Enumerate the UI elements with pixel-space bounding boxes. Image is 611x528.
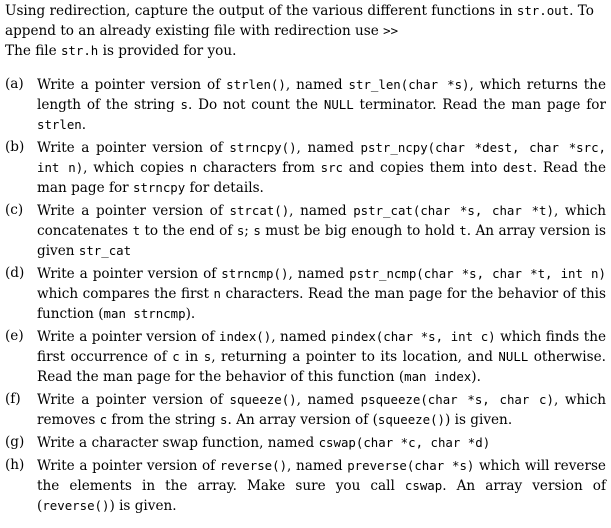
exercise-text-run: Write a pointer version of: [37, 458, 220, 474]
inline-code: reverse(): [219, 458, 288, 473]
inline-code: man strncmp: [103, 306, 186, 321]
inline-code: strncpy: [132, 180, 186, 195]
inline-code: strncpy(): [229, 140, 297, 155]
intro-text: Using redirection, capture the output of the various different functions in: [5, 3, 517, 19]
inline-code: s: [180, 97, 188, 112]
exercise-text: [37, 264, 608, 324]
inline-code: cswap: [404, 478, 443, 493]
exercise-text-run: characters from: [197, 160, 321, 176]
exercise-text: [37, 138, 608, 198]
intro-code-append-operator: >>: [383, 23, 399, 38]
intro-text: The file: [5, 43, 61, 59]
exercise-item: [5, 456, 608, 516]
exercise-text-run: Write a pointer version of: [37, 266, 222, 282]
exercise-text-run: , named: [271, 329, 332, 345]
exercise-label: (h): [5, 457, 25, 473]
exercise-text-run: , which removes: [37, 392, 607, 428]
exercise-label: (c): [5, 202, 24, 218]
exercise-text-run: must be big enough to hold: [260, 223, 460, 239]
exercise-text-run: ) is given.: [445, 412, 513, 428]
exercise-text-run: Write a character swap function, named: [37, 435, 319, 451]
inline-code: s: [253, 223, 261, 238]
inline-code: str_len(char *s): [348, 77, 470, 92]
exercise-text-run: Write a pointer version of: [37, 77, 227, 93]
inline-code: s: [220, 412, 228, 427]
inline-code: strncmp(): [221, 266, 289, 281]
inline-code: preverse(char *s): [347, 458, 475, 473]
exercise-text-run: . An array version of (: [227, 412, 378, 428]
exercise-text-run: which will reverse the elements in the array. Make sure you call: [37, 458, 606, 494]
exercise-text-run: and copies them into: [343, 160, 504, 176]
exercise-item: [5, 433, 608, 453]
exercise-text-run: . Do not count the: [187, 97, 324, 113]
exercise-item: [5, 75, 608, 135]
exercise-text-run: . An array version of (: [37, 478, 607, 514]
exercise-item: [5, 264, 608, 324]
intro-header-note: [5, 41, 608, 61]
exercise-label: (f): [5, 391, 21, 407]
inline-code: s: [203, 349, 212, 364]
exercise-text-run: to the end of: [140, 223, 237, 239]
inline-code: strlen: [37, 117, 82, 132]
exercise-text-run: . Read the man page for: [37, 160, 606, 196]
inline-code: s: [236, 223, 245, 238]
exercise-text-run: , named: [296, 140, 361, 156]
intro-text: . To append to an already existing file with redirection use: [5, 3, 594, 39]
exercise-text-run: ).: [185, 306, 196, 322]
exercise-text-run: , which concatenates: [37, 203, 606, 239]
exercise-text-run: , named: [285, 77, 349, 93]
exercise-text-run: from the string: [107, 412, 221, 428]
inline-code: t: [459, 223, 467, 238]
inline-code: cswap(char *c, char *d): [318, 435, 491, 450]
inline-code: psqueeze(char *s, char c): [360, 392, 554, 407]
intro-code-filename: str.out: [516, 3, 570, 18]
inline-code: n: [213, 286, 221, 301]
document-page: [5, 0, 608, 519]
exercise-text-run: characters. Read the man page for the behavior of this function (: [37, 286, 606, 322]
exercise-text-run: Write a pointer version of: [37, 140, 230, 156]
exercise-text-run: Write a pointer version of: [37, 392, 230, 408]
exercise-list: [5, 75, 608, 516]
exercise-text-run: in: [179, 349, 204, 365]
inline-code: pstr_ncmp(char *s, char *t, int n): [349, 266, 606, 281]
exercise-label: (g): [5, 434, 25, 450]
exercise-text-run: ).: [471, 369, 481, 385]
exercise-label: (a): [5, 76, 24, 92]
exercise-text-run: terminator. Read the man page for: [353, 97, 606, 113]
exercise-item: [5, 390, 608, 430]
exercise-text-run: , named: [288, 266, 350, 282]
exercise-text-run: ) is given.: [109, 498, 177, 514]
inline-code: n: [189, 160, 198, 175]
inline-code: strcat(): [229, 203, 290, 218]
exercise-label: (b): [5, 139, 25, 155]
exercise-text-run: Write a pointer version of: [37, 203, 230, 219]
intro-code-header: str.h: [60, 43, 99, 58]
exercise-text-run: which compares the first: [37, 286, 214, 302]
exercise-text-run: , which returns the length of the string: [37, 77, 606, 113]
exercise-text-run: , named: [287, 458, 348, 474]
inline-code: index(): [218, 329, 272, 344]
exercise-text-run: , returning a pointer to its location, and: [211, 349, 499, 365]
inline-code: c: [172, 349, 180, 364]
inline-code: squeeze(): [377, 412, 446, 427]
exercise-text: [37, 433, 608, 453]
exercise-text-run: , named: [296, 392, 361, 408]
exercise-text-run: ;: [244, 223, 254, 239]
exercise-text-run: .: [81, 117, 87, 133]
exercise-text-run: , which copies: [83, 160, 190, 176]
exercise-text: [37, 75, 608, 135]
inline-code: NULL: [498, 349, 529, 364]
exercise-text: [37, 201, 608, 261]
intro-paragraph: [5, 1, 608, 41]
inline-code: strlen(): [226, 77, 286, 92]
inline-code: pstr_cat(char *s, char *t): [353, 203, 554, 218]
exercise-text-run: which finds the first occurrence of: [37, 329, 607, 365]
exercise-text-run: , named: [289, 203, 354, 219]
inline-code: NULL: [323, 97, 354, 112]
exercise-item: [5, 327, 608, 387]
exercise-item: [5, 138, 608, 198]
exercise-text: [37, 390, 608, 430]
exercise-label: (e): [5, 328, 24, 344]
intro-text: is provided for you.: [98, 43, 237, 59]
exercise-text-run: for details.: [185, 180, 264, 196]
exercise-text-run: otherwise. Read the man page for the behavior of this function (: [37, 349, 606, 385]
inline-code: reverse(): [42, 498, 110, 513]
exercise-text-run: . An array version is given: [37, 223, 606, 259]
inline-code: man index: [404, 369, 472, 384]
exercise-text: [37, 327, 608, 387]
inline-code: pstr_ncpy(char *dest, char *src, int n): [37, 140, 606, 175]
exercise-text-run: Write a pointer version of: [37, 329, 219, 345]
inline-code: src: [320, 160, 344, 175]
exercise-label: (d): [5, 265, 25, 281]
inline-code: dest: [503, 160, 533, 175]
inline-code: squeeze(): [229, 392, 297, 407]
inline-code: str_cat: [78, 243, 132, 258]
inline-code: t: [132, 223, 141, 238]
inline-code: c: [99, 412, 108, 427]
exercise-text: [37, 456, 608, 516]
inline-code: pindex(char *s, int c): [331, 329, 496, 344]
exercise-item: [5, 201, 608, 261]
